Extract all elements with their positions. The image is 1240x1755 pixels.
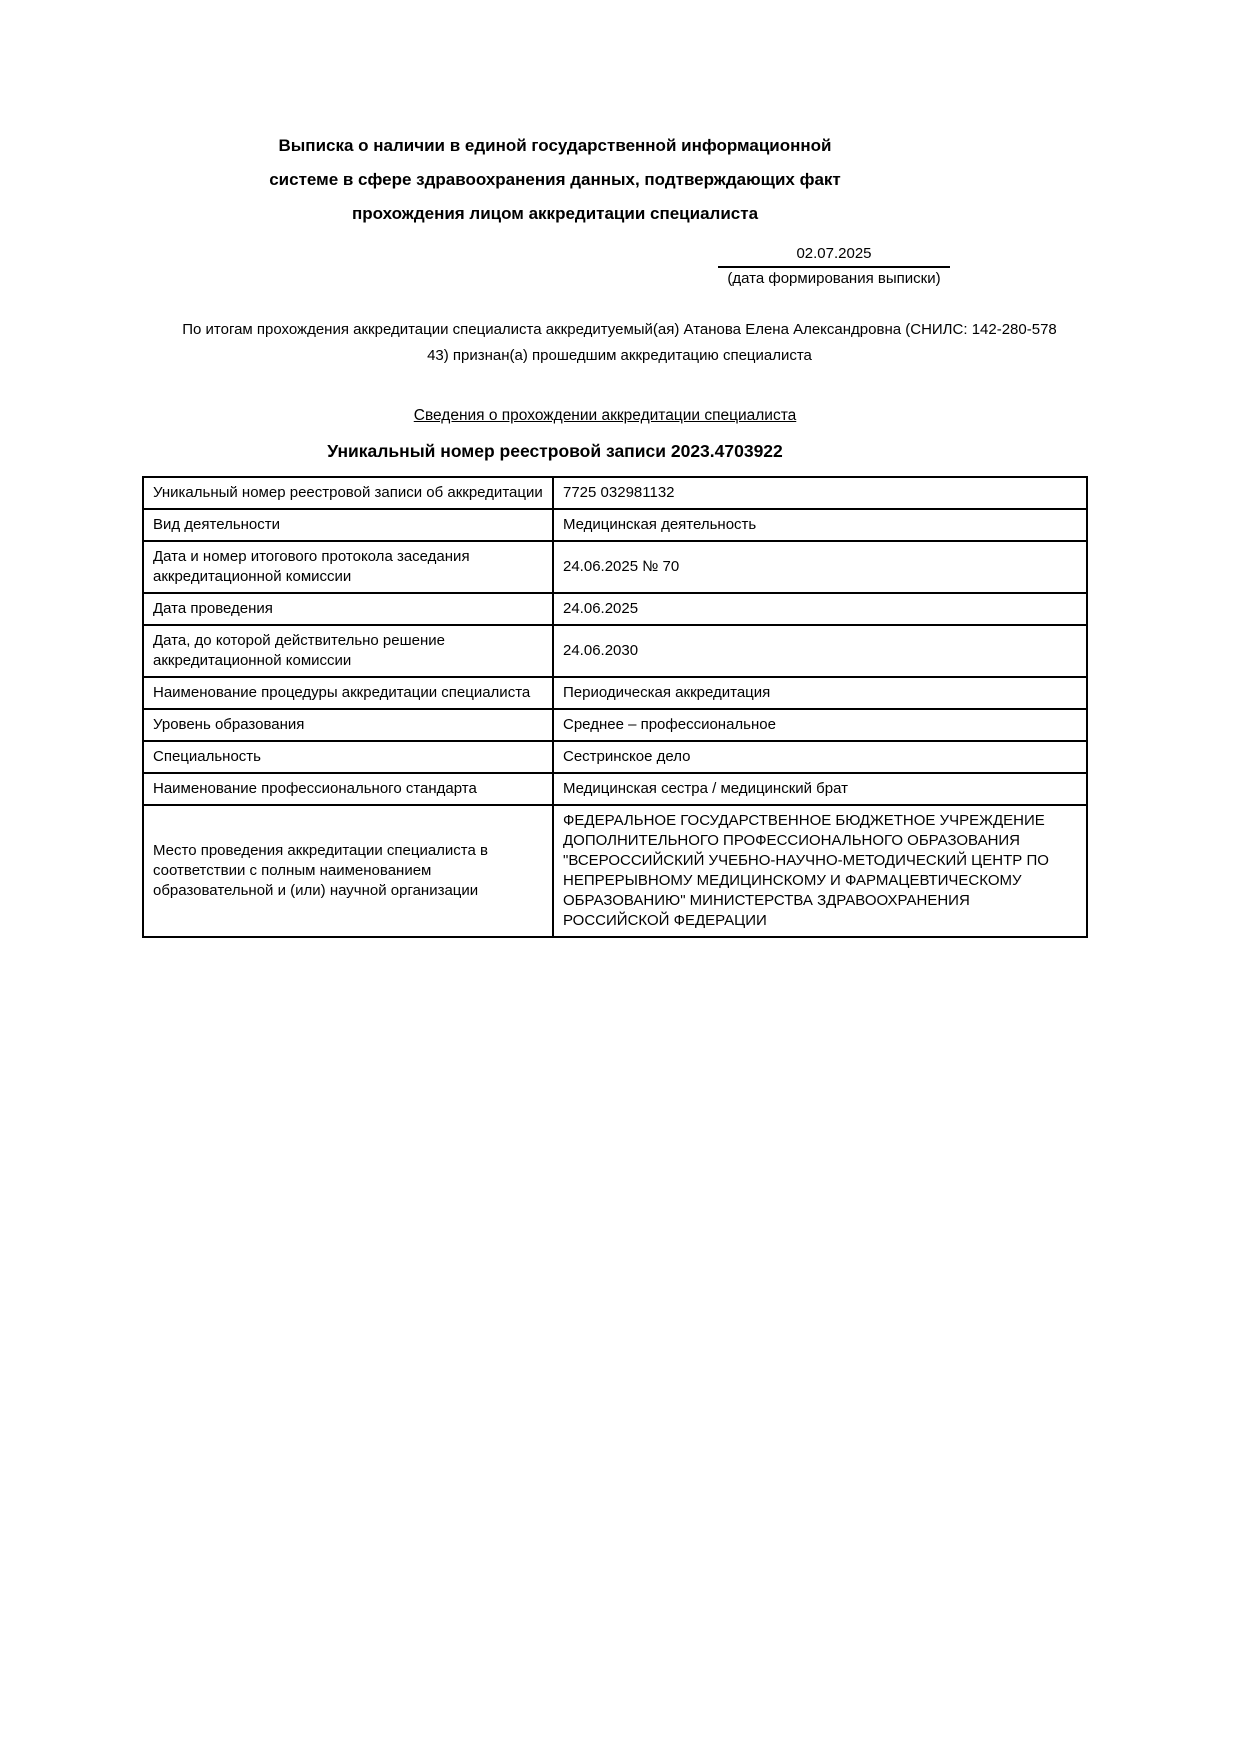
intro-line: 43) признан(а) прошедшим аккредитацию специалиста	[427, 347, 812, 364]
row-label: Дата и номер итогового протокола заседания аккредитационной комиссии	[143, 541, 553, 593]
date-caption: (дата формирования выписки)	[727, 270, 941, 287]
row-label: Наименование процедуры аккредитации специалиста	[143, 677, 553, 709]
table-row	[143, 773, 1087, 805]
table-row	[143, 625, 1087, 677]
document-title-line: Выписка о наличии в единой государственной информационной	[278, 136, 832, 155]
table-row	[143, 509, 1087, 541]
row-value: Сестринское дело	[553, 741, 1087, 773]
registry-number-heading: Уникальный номер реестровой записи 2023.4703922	[327, 441, 783, 461]
document-title-line: прохождения лицом аккредитации специалиста	[351, 204, 759, 223]
row-label: Дата проведения	[143, 593, 553, 625]
row-value: 7725 032981132	[553, 477, 1087, 509]
row-value: Медицинская деятельность	[553, 509, 1087, 541]
intro-paragraph	[127, 317, 1112, 369]
row-label: Уровень образования	[143, 709, 553, 741]
table-row	[143, 741, 1087, 773]
accreditation-table-body	[143, 477, 1087, 937]
row-value: ФЕДЕРАЛЬНОЕ ГОСУДАРСТВЕННОЕ БЮДЖЕТНОЕ УЧРЕЖДЕНИЕ ДОПОЛНИТЕЛЬНОГО ПРОФЕССИОНАЛЬНОГО ОБРАЗОВАНИЯ "ВСЕРОССИЙСКИЙ УЧЕБНО-НАУЧНО-МЕТОДИЧЕСКИЙ ЦЕНТР ПО НЕПРЕРЫВНОМУ МЕДИЦИНСКОМУ И ФАРМАЦЕВТИЧЕСКОМУ ОБРАЗОВАНИЮ" МИНИСТЕРСТВА ЗДРАВООХРАНЕНИЯ РОССИЙСКОЙ ФЕДЕРАЦИИ	[553, 805, 1087, 937]
row-value: 24.06.2025 № 70	[553, 541, 1087, 593]
table-row	[143, 477, 1087, 509]
row-label: Наименование профессионального стандарта	[143, 773, 553, 805]
date-block	[718, 243, 950, 289]
table-row	[143, 541, 1087, 593]
intro-line: По итогам прохождения аккредитации специалиста аккредитуемый(ая) Атанова Елена Александровна (СНИЛС: 142-280-578	[182, 321, 1057, 338]
table-row	[143, 805, 1087, 937]
row-value: Медицинская сестра / медицинский брат	[553, 773, 1087, 805]
row-value: 24.06.2030	[553, 625, 1087, 677]
extract-date: 02.07.2025	[718, 243, 950, 268]
table-row	[143, 593, 1087, 625]
row-label: Вид деятельности	[143, 509, 553, 541]
document-title-line: системе в сфере здравоохранения данных, подтверждающих факт	[269, 170, 841, 189]
row-label: Специальность	[143, 741, 553, 773]
table-row	[143, 709, 1087, 741]
row-label: Уникальный номер реестровой записи об аккредитации	[143, 477, 553, 509]
document-title	[135, 129, 975, 231]
section-heading: Сведения о прохождении аккредитации специалиста	[413, 407, 797, 424]
row-value: 24.06.2025	[553, 593, 1087, 625]
row-value: Среднее – профессиональное	[553, 709, 1087, 741]
row-value: Периодическая аккредитация	[553, 677, 1087, 709]
row-label: Дата, до которой действительно решение аккредитационной комиссии	[143, 625, 553, 677]
accreditation-table	[142, 476, 1088, 938]
row-label: Место проведения аккредитации специалиста в соответствии с полным наименованием образовательной и (или) научной организации	[143, 805, 553, 937]
table-row	[143, 677, 1087, 709]
